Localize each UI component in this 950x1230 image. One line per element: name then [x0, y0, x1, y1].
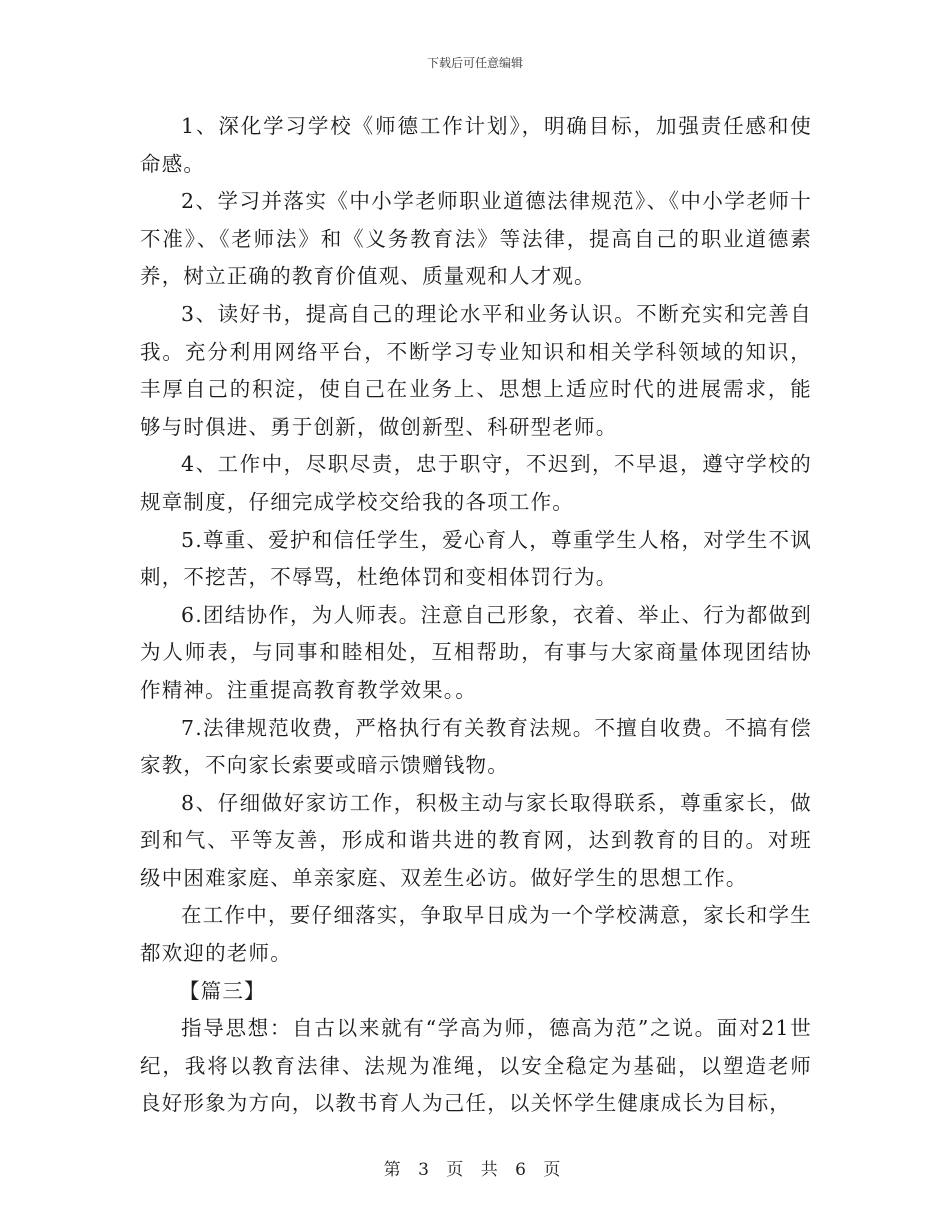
- paragraph-8: 8、仔细做好家访工作，积极主动与家长取得联系，尊重家长，做到和气、平等友善，形成和谐共进的教育网，达到教育的目的。对班级中困难家庭、单亲家庭、双差生必访。做好学生的思想工作。: [140, 790, 812, 890]
- paragraph-1: 1、深化学习学校《师德工作计划》，明确目标，加强责任感和使命感。: [140, 114, 812, 176]
- document-body: [140, 108, 812, 1123]
- paragraph-conclusion: 在工作中，要仔细落实，争取早日成为一个学校满意，家长和学生都欢迎的老师。: [140, 903, 812, 966]
- paragraph-6: 6.团结协作，为人师表。注意自己形象，衣着、举止、行为都做到为人师表，与同事和睦相处，互相帮助，有事与大家商量体现团结协作精神。注重提高教育教学效果。。: [140, 602, 812, 702]
- paragraph-2: 2、学习并落实《中小学老师职业道德法律规范》、《中小学老师十不准》、《老师法》和《义务教育法》等法律，提高自己的职业道德素养，树立正确的教育价值观、质量观和人才观。: [140, 189, 812, 289]
- paragraph-4: 4、工作中，尽职尽责，忠于职守，不迟到，不早退，遵守学校的规章制度，仔细完成学校交给我的各项工作。: [140, 452, 812, 514]
- paragraph-7: 7.法律规范收费，严格执行有关教育法规。不擅自收费。不搞有偿家教，不向家长索要或暗示馈赠钱物。: [140, 715, 812, 778]
- page-header: 下载后可任意编辑: [426, 56, 523, 70]
- page-footer: 第 3 页 共 6 页: [383, 1160, 567, 1180]
- section-heading: 【篇三】: [178, 978, 266, 1003]
- paragraph-5: 5.尊重、爱护和信任学生，爱心育人，尊重学生人格，对学生不讽刺，不挖苦，不辱骂，杜绝体罚和变相体罚行为。: [140, 527, 812, 590]
- paragraph-guiding-thought: 指导思想：自古以来就有“学高为师，德高为范”之说。面对21世纪，我将以教育法律、法规为准绳，以安全稳定为基础，以塑造老师良好形象为方向，以教书育人为己任，以关怀学生健康成长为目标，: [140, 1016, 812, 1116]
- paragraph-3: 3、读好书，提高自己的理论水平和业务认识。不断充实和完善自我。充分利用网络平台，不断学习专业知识和相关学科领域的知识，丰厚自己的积淀，使自己在业务上、思想上适应时代的进展需求，能够与时俱进、勇于创新，做创新型、科研型老师。: [140, 301, 812, 439]
